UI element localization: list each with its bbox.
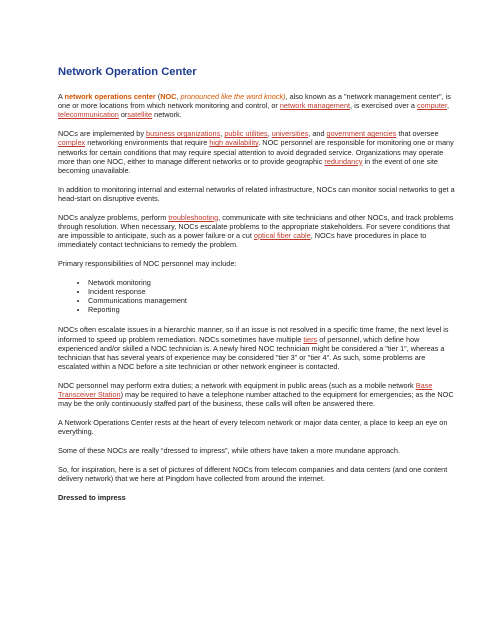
link-public-utilities[interactable]: public utilities (224, 129, 268, 139)
link-redundancy[interactable]: redundancy (324, 156, 363, 166)
implementation-paragraph: NOCs are implemented by business organizations, public utilities, universities, and government agencies that oversee complex networking environments that require high availability. NOC personnel are responsible for monitoring one or many networks for certain conditions that may require special attention to avoid degraded service. Organizations may operate more than one NOC, either to manage different networks or to provide geographic redundancy in the event of one site becoming unavailable. (58, 129, 454, 175)
responsibilities-intro: Primary responsibilities of NOC personnel may include: (58, 258, 237, 268)
page-title: Network Operation Center (58, 66, 197, 78)
link-base-transceiver-station[interactable]: Base Transceiver Station (58, 380, 433, 400)
link-computer[interactable]: computer (416, 101, 447, 111)
section-heading: Dressed to impress (58, 492, 126, 502)
pronunciation-note: pronounced like the word knock) (180, 92, 286, 101)
heart-paragraph: A Network Operations Center rests at the heart of every telecom network or major data center, a place to keep an eye on everything. (58, 417, 448, 437)
link-complex[interactable]: complex (58, 138, 86, 148)
analysis-paragraph: NOCs analyze problems, perform troubleshooting, communicate with site technicians and other NOCs, and track problems through resolution. When necessary, NOCs escalate problems to the appropriate stakeholders. For severe conditions that are impossible to anticipate, such as a power failure or a cut optical fiber cable, NOCs have procedures in place to immediately contact technicians to remedy the problem. (58, 212, 454, 250)
extra-duties-paragraph: NOC personnel may perform extra duties; a network with equipment in public areas (such as a mobile network Base Transceiver Station) may be required to have a telephone number attached to the equipment for emergencies; as the NOC may be the only continuously staffed part of the business, these calls will often be answered there. (58, 380, 454, 409)
link-tiers[interactable]: tiers (303, 334, 318, 344)
list-item: • Communications management (88, 296, 455, 305)
list-item: • Reporting (88, 305, 455, 314)
impress-paragraph: Some of these NOCs are really “dressed to impress”, while others have taken a more mundane approach. (58, 445, 400, 455)
link-government-agencies[interactable]: government agencies (326, 129, 397, 139)
inspiration-paragraph: So, for inspiration, here is a set of pictures of different NOCs from telecom companies and data centers (and one content delivery network) that we here at Pingdom have collected from around the internet. (58, 464, 448, 483)
noc-abbr: NOC (160, 92, 177, 101)
link-satellite[interactable]: satellite (127, 110, 153, 120)
link-universities[interactable]: universities (271, 129, 309, 139)
escalation-paragraph: NOCs often escalate issues in a hierarchic manner, so if an issue is not resolved in a specific time frame, the next level is informed to speed up problem remediation. NOCs sometimes have multiple tiers of personnel, which define how experienced and/or skilled a NOC technician is. A newly hired NOC technician might be considered a "tier 1", whereas a technician that has several years of experience may be considered "tier 3" or "tier 4". As such, some problems are escalated within a NOC before a site technician or other network engineer is contacted. (58, 325, 449, 372)
link-optical-fiber-cable[interactable]: optical fiber cable (253, 230, 311, 240)
monitoring-paragraph: In addition to monitoring internal and external networks of related infrastructure, NOCs can monitor social networks to get a head-start on disruptive events. (58, 184, 455, 203)
noc-term: network operations center (64, 92, 156, 101)
list-item: • Network monitoring (88, 278, 455, 287)
link-high-availability[interactable]: high availability (209, 138, 259, 148)
responsibilities-list (58, 278, 455, 315)
intro-paragraph: A network operations center (NOC, pronounced like the word knock), also known as a "network management center", is one or more locations from which network monitoring and control, or network management, is exercised over a computer, telecommunication orsatellite network. (58, 92, 451, 120)
link-troubleshooting[interactable]: troubleshooting (168, 212, 219, 222)
link-network-management[interactable]: network management (279, 101, 351, 111)
link-business-organizations[interactable]: business organizations (146, 129, 221, 139)
link-telecommunication[interactable]: telecommunication (58, 110, 119, 120)
list-item: • Incident response (88, 287, 455, 296)
